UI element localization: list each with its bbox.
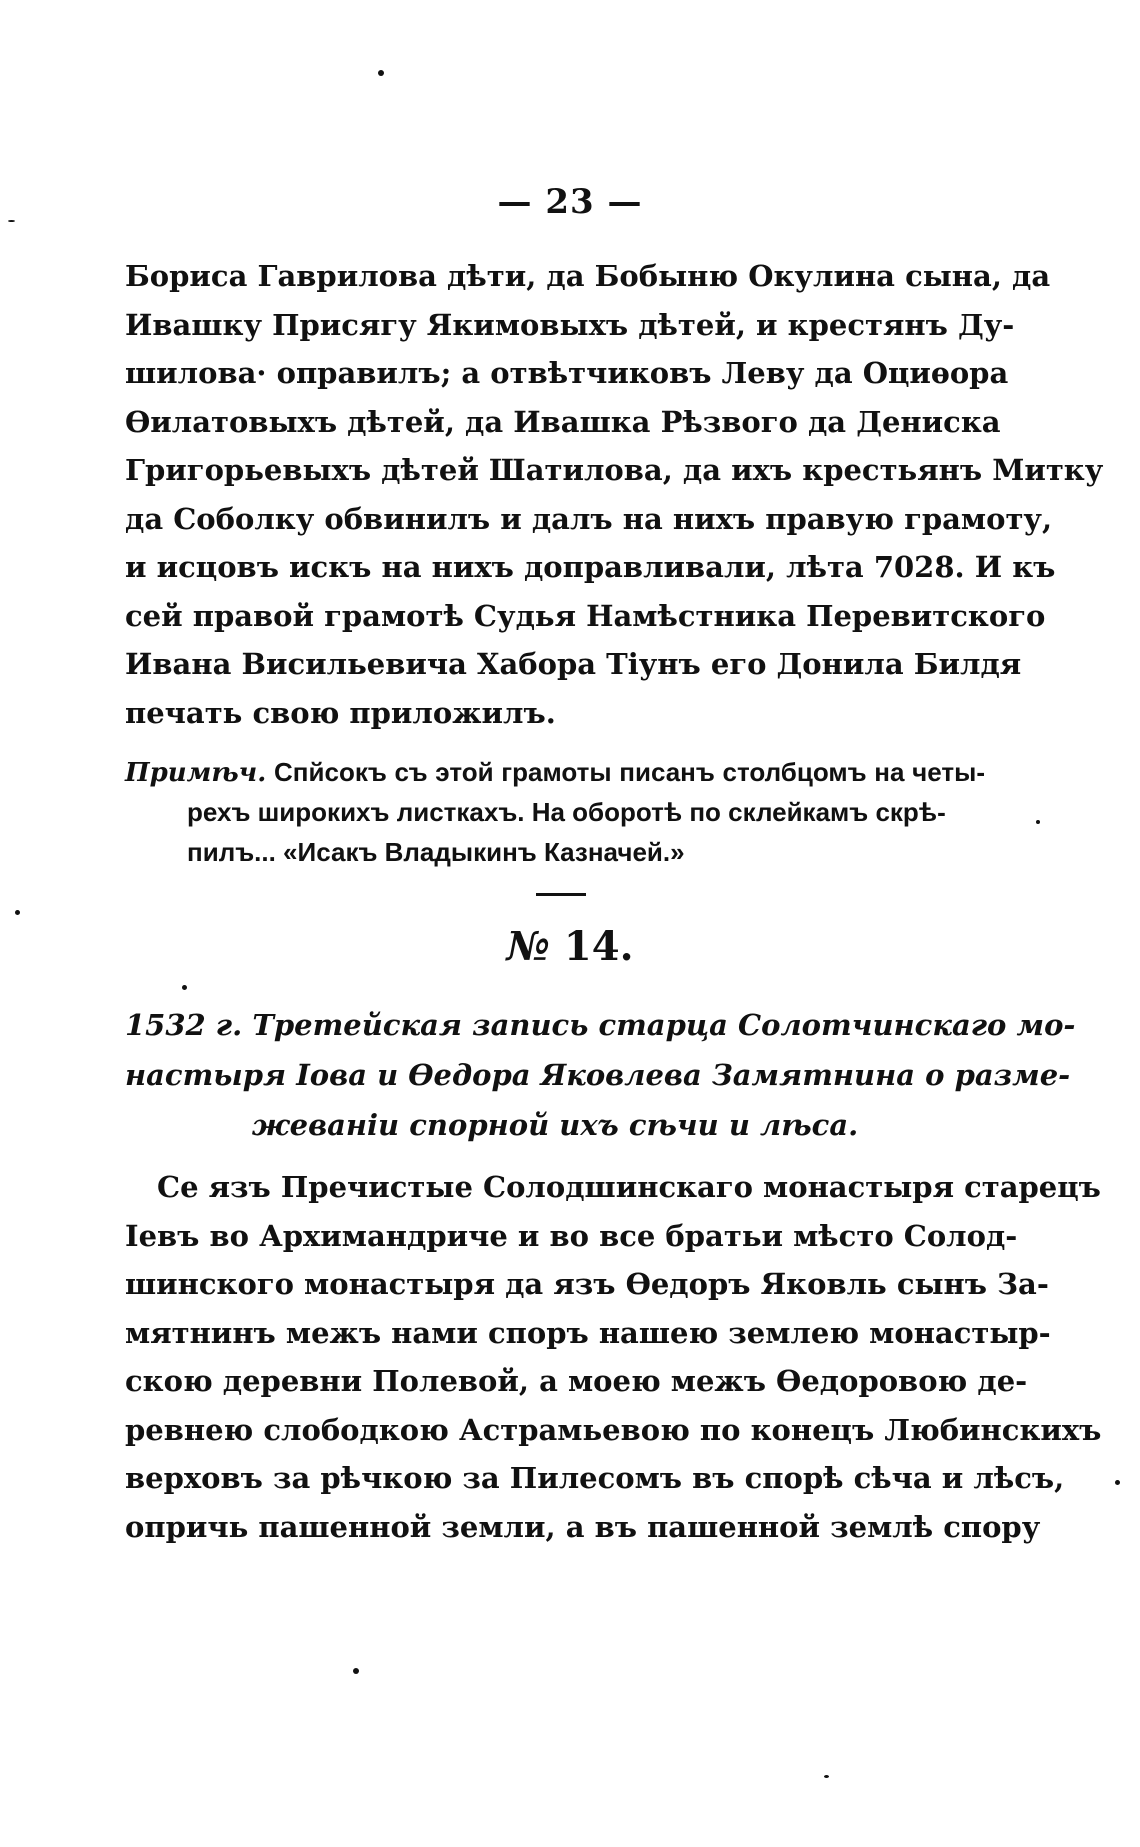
scan-speck [1115,1480,1120,1485]
footnote [125,752,985,872]
text-line: опричь пашенной земли, а въ пашенной землѣ спору [125,1509,1041,1544]
heading-line: настыря Іова и Ѳедора Яковлева Замятнина о разме- [125,1058,1071,1092]
number-value: 14. [563,923,634,970]
text-line: Бориса Гаврилова дѣти, да Бобыню Окулина сына, да [125,259,1051,293]
text-line: Се язъ Пречистые Солодшинскаго монастыря старецъ [157,1170,1101,1204]
scan-speck [15,910,20,915]
text-line: скою деревни Полевой, а моею межъ Ѳедоровою де- [125,1364,1028,1398]
text-line: Іевъ во Архимандриче и во все братьи мѣсто Солод- [125,1218,1018,1253]
footnote-label: Примѣч. [125,758,267,788]
text-line: шилова· оправилъ; а отвѣтчиковъ Леву да Оциѳора [125,356,1009,390]
text-line: Григорьевыхъ дѣтей Шатилова, да ихъ крестьянъ Митку [125,453,1104,487]
scan-speck [824,1775,829,1778]
text-line: Ивана Висильевича Хабора Тіунъ его Донила Билдя [125,647,1022,681]
scan-speck [182,985,187,990]
number-sign: № [506,923,550,970]
footnote-text: Спйсокъ съ этой грамоты писанъ столбцомъ на четы- [274,757,985,787]
scan-speck [8,220,15,222]
text-line: ревнею слободкою Астрамьевою по конецъ Любинскихъ [125,1412,1102,1447]
page-number: — 23 — [497,182,643,222]
section-divider [536,893,586,896]
footnote-line: рехъ широкихъ листкахъ. На оборотѣ по склейкамъ скрѣ- [187,797,946,827]
scan-speck [378,70,384,76]
text-line: верховъ за рѣчкою за Пилесомъ въ спорѣ сѣча и лѣсъ, [125,1461,1065,1495]
text-line: да Соболку обвинилъ и далъ на нихъ правую грамоту, [125,501,1053,536]
text-line: печать свою приложилъ. [125,695,556,730]
text-line: и исцовъ искъ на нихъ доправливали, лѣта 7028. И къ [125,550,1056,584]
document-heading [125,1000,1076,1150]
heading-line: 1532 г. Третейская запись старца Солотчинскаго мо- [125,1008,1076,1042]
text-line: мятнинъ межъ нами споръ нашею землею монастыр- [125,1315,1051,1350]
paragraph-2 [125,1163,1102,1551]
footnote-line: пилъ... «Исакъ Владыкинъ Казначей.» [187,837,685,867]
text-line: сей правой грамотѣ Судья Намѣстника Перевитского [125,598,1046,633]
text-line: Ѳилатовыхъ дѣтей, да Ивашка Рѣзвого да Дениска [125,404,1001,439]
scan-speck [353,1668,359,1674]
footnote-line [125,752,985,792]
text-line: шинского монастыря да язъ Ѳедоръ Яковль сынъ За- [125,1267,1049,1301]
paragraph-1 [125,252,1104,737]
document-number [0,923,1140,970]
heading-line: жеваніи спорной ихъ сѣчи и лѣса. [251,1108,859,1142]
scan-speck [1036,820,1040,824]
text-line: Ивашку Присягу Якимовыхъ дѣтей, и крестянъ Ду- [125,307,1015,342]
